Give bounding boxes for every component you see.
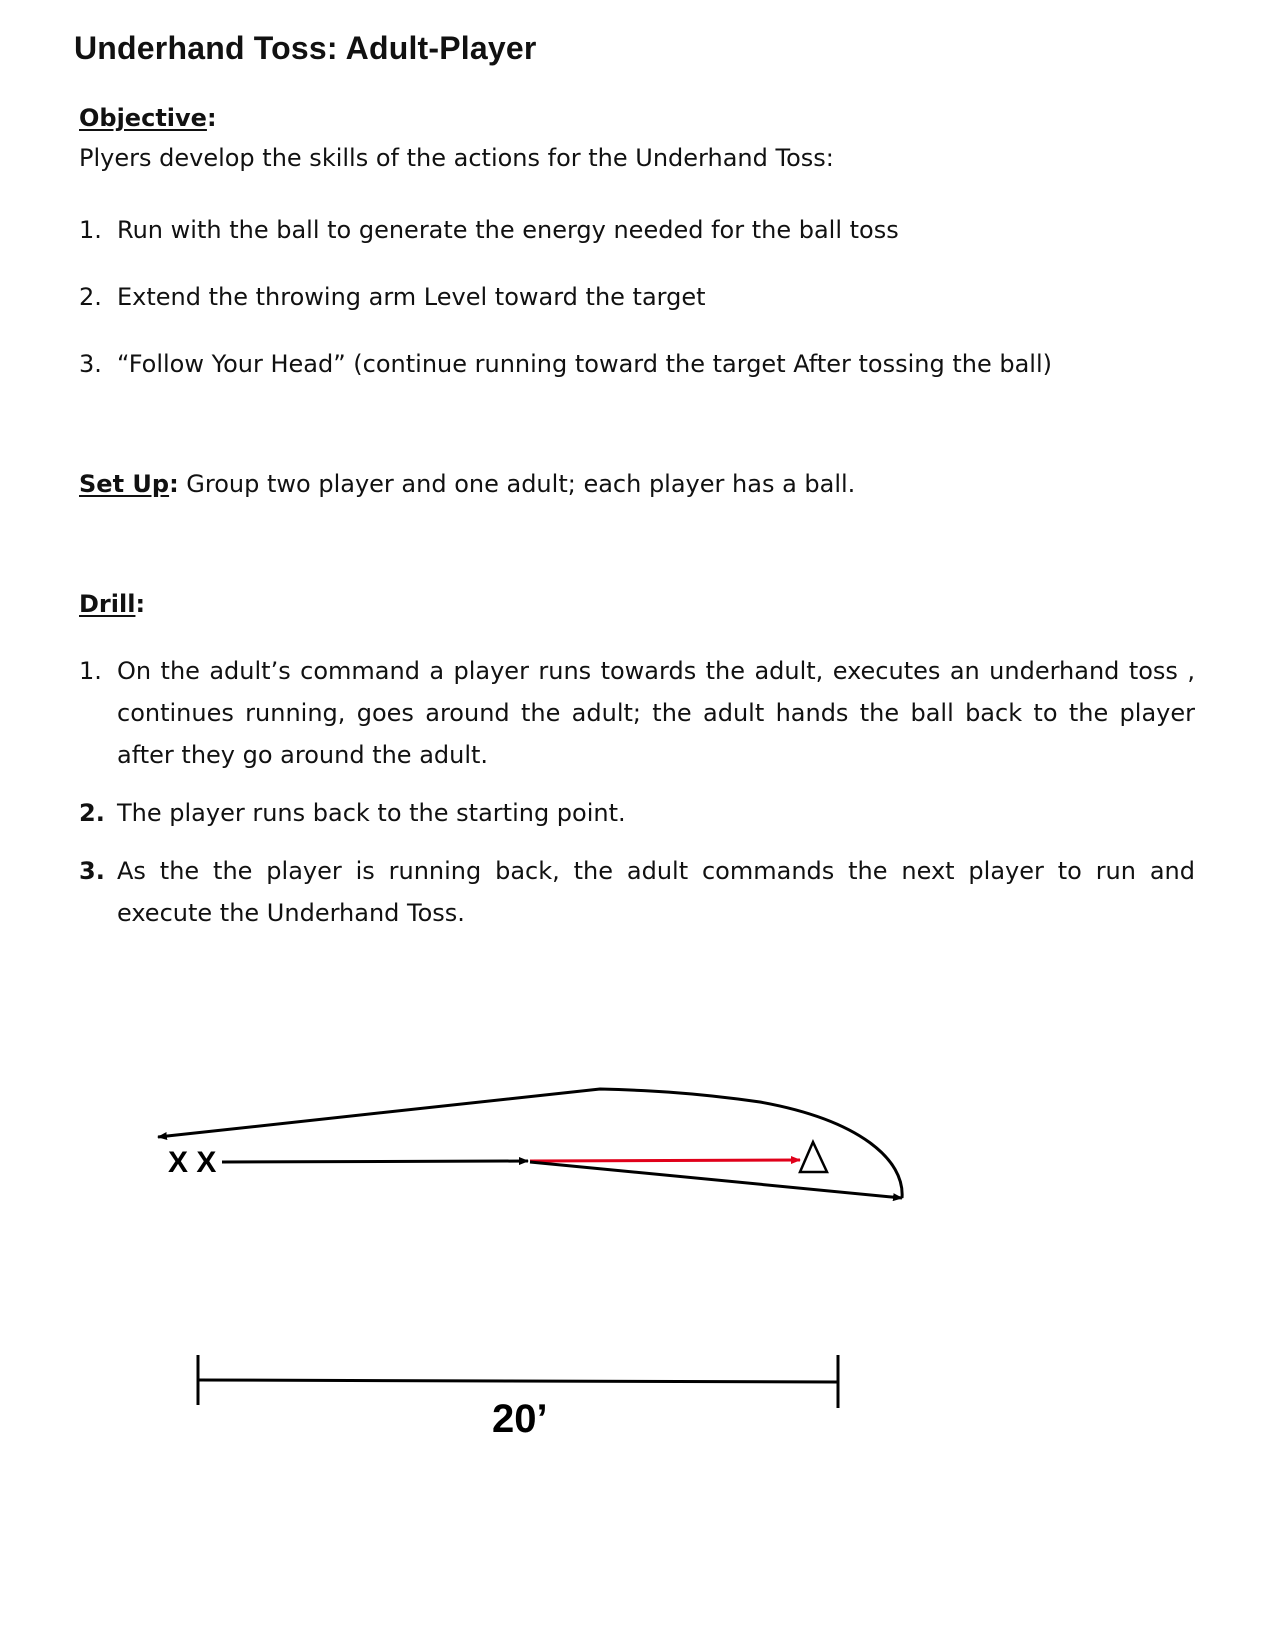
list-item: 2. Extend the throwing arm Level toward the target <box>79 283 706 311</box>
list-item: 1. On the adult’s command a player runs towards the adult, executes an underhand toss , continues running, goes around the adult; the adult hands the ball back to the player after they go around the adult. <box>79 657 1195 769</box>
list-item: 2. The player runs back to the starting point. <box>79 799 626 827</box>
toss-arrow <box>530 1160 800 1161</box>
list-item: 3. As the the player is running back, the adult commands the next player to run and execute the Underhand Toss. <box>79 857 1195 927</box>
list-item: 3. “Follow Your Head” (continue running toward the target After tossing the ball) <box>79 350 1052 378</box>
players-label: X X <box>168 1146 217 1179</box>
drill-list <box>79 650 1195 950</box>
objective-list <box>79 216 1052 417</box>
drill-diagram <box>0 1080 1275 1500</box>
adult-cone-icon <box>800 1142 827 1172</box>
drill-heading-label: Drill <box>79 590 136 618</box>
distance-line <box>198 1380 838 1382</box>
list-item: 1. Run with the ball to generate the energy needed for the ball toss <box>79 216 899 244</box>
run-arrow <box>222 1161 528 1162</box>
around-adult-path <box>530 1162 902 1198</box>
return-path <box>158 1089 902 1198</box>
objective-heading-label: Objective <box>79 104 207 132</box>
setup-text: Group two player and one adult; each player has a ball. <box>178 470 856 498</box>
objective-intro: Plyers develop the skills of the actions for the Underhand Toss: <box>79 144 834 172</box>
objective-heading: Objective: <box>79 104 217 132</box>
distance-label: 20’ <box>492 1397 548 1441</box>
page-title: Underhand Toss: Adult-Player <box>74 30 537 66</box>
setup-heading: Set Up <box>79 470 170 498</box>
setup-paragraph: Set Up: Group two player and one adult; each player has a ball. <box>79 470 856 498</box>
drill-heading: Drill: <box>79 590 146 618</box>
